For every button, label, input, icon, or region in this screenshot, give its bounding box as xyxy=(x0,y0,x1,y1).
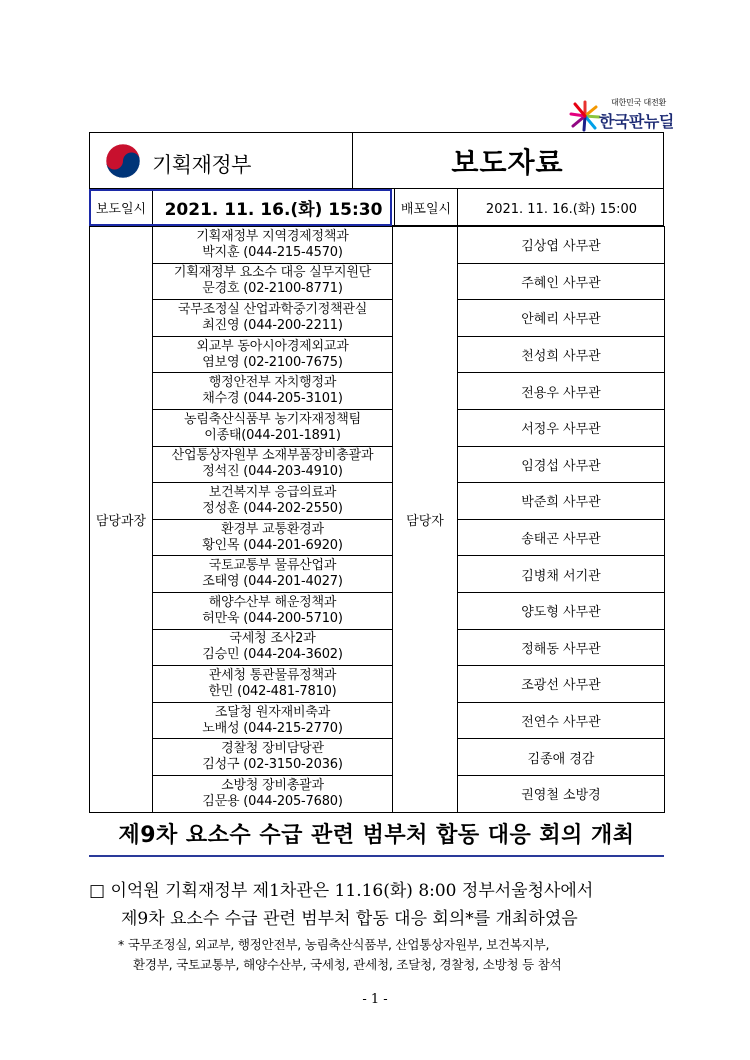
ministry-name: 기획재정부 xyxy=(152,153,251,177)
dept-cell xyxy=(153,336,393,373)
dept-head-contact: 황인목 (044-201-6920) xyxy=(202,537,343,553)
contact-row xyxy=(90,483,665,520)
ministry-logo xyxy=(104,140,324,182)
dept-name: 환경부 교통환경과 xyxy=(221,521,324,537)
person-cell: 송태곤 사무관 xyxy=(458,519,665,556)
dept-head-contact: 김성구 (02-3150-2036) xyxy=(202,757,343,773)
headline-rule xyxy=(89,855,664,857)
korean-new-deal-logo xyxy=(566,95,676,135)
dept-cell xyxy=(153,409,393,446)
distribute-date-label: 배포일시 xyxy=(395,189,458,225)
dept-cell xyxy=(153,446,393,483)
dept-cell xyxy=(153,373,393,410)
dept-name: 국무조정실 산업과학중기정책관실 xyxy=(177,301,368,317)
report-date-value: 2021. 11. 16.(화) 15:30 xyxy=(153,189,395,225)
dept-name: 조달청 원자재비축과 xyxy=(214,704,331,720)
dept-head-contact: 정석진 (044-203-4910) xyxy=(202,464,343,480)
dept-cell xyxy=(153,666,393,703)
person-cell: 전연수 사무관 xyxy=(458,702,665,739)
dept-name: 기획재정부 요소수 대응 실무지원단 xyxy=(173,265,372,281)
dept-name: 해양수산부 해운정책과 xyxy=(208,594,337,610)
person-cell: 양도형 사무관 xyxy=(458,592,665,629)
page-number: - 1 - xyxy=(362,992,388,1007)
dept-head-contact: 조태영 (044-201-4027) xyxy=(202,574,343,590)
dept-head-label: 담당과장 xyxy=(90,227,153,813)
dept-cell xyxy=(153,739,393,776)
dept-cell xyxy=(153,483,393,520)
press-header xyxy=(89,132,664,189)
dept-head-contact: 이종태(044-201-1891) xyxy=(204,427,341,443)
taegeuk-icon xyxy=(104,142,142,180)
person-cell: 임경섭 사무관 xyxy=(458,446,665,483)
person-cell: 서정우 사무관 xyxy=(458,409,665,446)
dept-head-contact: 허만욱 (044-200-5710) xyxy=(202,610,343,626)
burst-icon xyxy=(568,99,602,133)
dept-name: 국세청 조사2과 xyxy=(229,631,316,647)
person-cell: 천성희 사무관 xyxy=(458,336,665,373)
person-cell: 정해동 사무관 xyxy=(458,629,665,666)
person-cell: 박준희 사무관 xyxy=(458,483,665,520)
dept-head-contact: 정성훈 (044-202-2550) xyxy=(202,500,343,516)
dept-head-contact: 김문용 (044-205-7680) xyxy=(202,793,343,809)
dept-cell xyxy=(153,519,393,556)
contact-table xyxy=(89,226,665,813)
distribute-date-value: 2021. 11. 16.(화) 15:00 xyxy=(485,201,638,217)
person-cell: 주혜인 사무관 xyxy=(458,263,665,300)
contact-row xyxy=(90,446,665,483)
dept-name: 보건복지부 응급의료과 xyxy=(208,484,337,500)
dept-cell xyxy=(153,629,393,666)
dept-name: 경찰청 장비담당관 xyxy=(221,741,324,757)
date-row xyxy=(89,189,664,226)
person-cell: 권영철 소방경 xyxy=(458,775,665,812)
contact-row xyxy=(90,556,665,593)
dept-name: 농림축산식품부 농기자재정책팀 xyxy=(184,411,361,427)
contact-row xyxy=(90,739,665,776)
contact-row xyxy=(90,336,665,373)
contact-row xyxy=(90,666,665,703)
dept-name: 산업통상자원부 소재부품장비총괄과 xyxy=(171,448,374,464)
dept-head-contact: 노배성 (044-215-2770) xyxy=(202,720,343,736)
dept-cell xyxy=(153,263,393,300)
dept-name: 기획재정부 지역경제정책과 xyxy=(196,228,349,244)
dept-name: 외교부 동아시아경제외교과 xyxy=(196,338,349,354)
body-line-2: 제9차 요소수 수급 관련 범부처 합동 대응 회의*를 개최하였음 xyxy=(121,909,578,929)
dept-cell xyxy=(153,702,393,739)
contact-row xyxy=(90,409,665,446)
contact-row xyxy=(90,227,665,264)
contact-row xyxy=(90,519,665,556)
dept-cell xyxy=(153,300,393,337)
contact-row xyxy=(90,775,665,812)
dept-name: 소방청 장비총괄과 xyxy=(221,777,324,793)
dept-head-contact: 박지훈 (044-215-4570) xyxy=(202,244,343,260)
footnote-line-2: 환경부, 국토교통부, 해양수산부, 국세청, 관세청, 조달청, 경찰청, 소방청 등 참석 xyxy=(133,957,562,972)
dept-name: 행정안전부 자치행정과 xyxy=(208,375,337,391)
contact-row xyxy=(90,702,665,739)
body-line-1: □ 이억원 기획재정부 제1차관은 11.16(화) 8:00 정부서울청사에서 xyxy=(89,881,594,901)
dept-head-contact: 최진영 (044-200-2211) xyxy=(202,317,343,333)
person-cell: 안혜리 사무관 xyxy=(458,300,665,337)
dept-name: 국토교통부 물류산업과 xyxy=(208,558,337,574)
person-cell: 조광선 사무관 xyxy=(458,666,665,703)
dept-head-contact: 한민 (042-481-7810) xyxy=(208,683,337,699)
dept-head-contact: 문경호 (02-2100-8771) xyxy=(202,281,343,297)
dept-head-contact: 김승민 (044-204-3602) xyxy=(202,647,343,663)
contact-row xyxy=(90,592,665,629)
footnote-line-1: * 국무조정실, 외교부, 행정안전부, 농림축산식품부, 산업통상자원부, 보건복지부, xyxy=(118,937,550,952)
document-title: 보도자료 xyxy=(451,145,564,179)
dept-head-contact: 염보영 (02-2100-7675) xyxy=(202,354,343,370)
logo-title: 한국판뉴딜 xyxy=(599,112,674,131)
contact-row xyxy=(90,263,665,300)
person-cell: 김상엽 사무관 xyxy=(458,227,665,264)
dept-cell xyxy=(153,227,393,264)
dept-name: 관세청 통관물류정책과 xyxy=(208,667,337,683)
contact-row xyxy=(90,373,665,410)
headline: 제9차 요소수 수급 관련 범부처 합동 대응 회의 개최 xyxy=(118,823,635,848)
person-cell: 김종애 경감 xyxy=(458,739,665,776)
contact-row xyxy=(90,629,665,666)
logo-subtitle: 대한민국 대전환 xyxy=(611,98,667,107)
person-cell: 김병채 서기관 xyxy=(458,556,665,593)
dept-cell xyxy=(153,775,393,812)
person-label: 담당자 xyxy=(393,227,458,813)
dept-head-contact: 채수경 (044-205-3101) xyxy=(202,391,343,407)
dept-cell xyxy=(153,592,393,629)
report-date-label: 보도일시 xyxy=(90,189,153,225)
person-cell: 전용우 사무관 xyxy=(458,373,665,410)
contact-row xyxy=(90,300,665,337)
dept-cell xyxy=(153,556,393,593)
